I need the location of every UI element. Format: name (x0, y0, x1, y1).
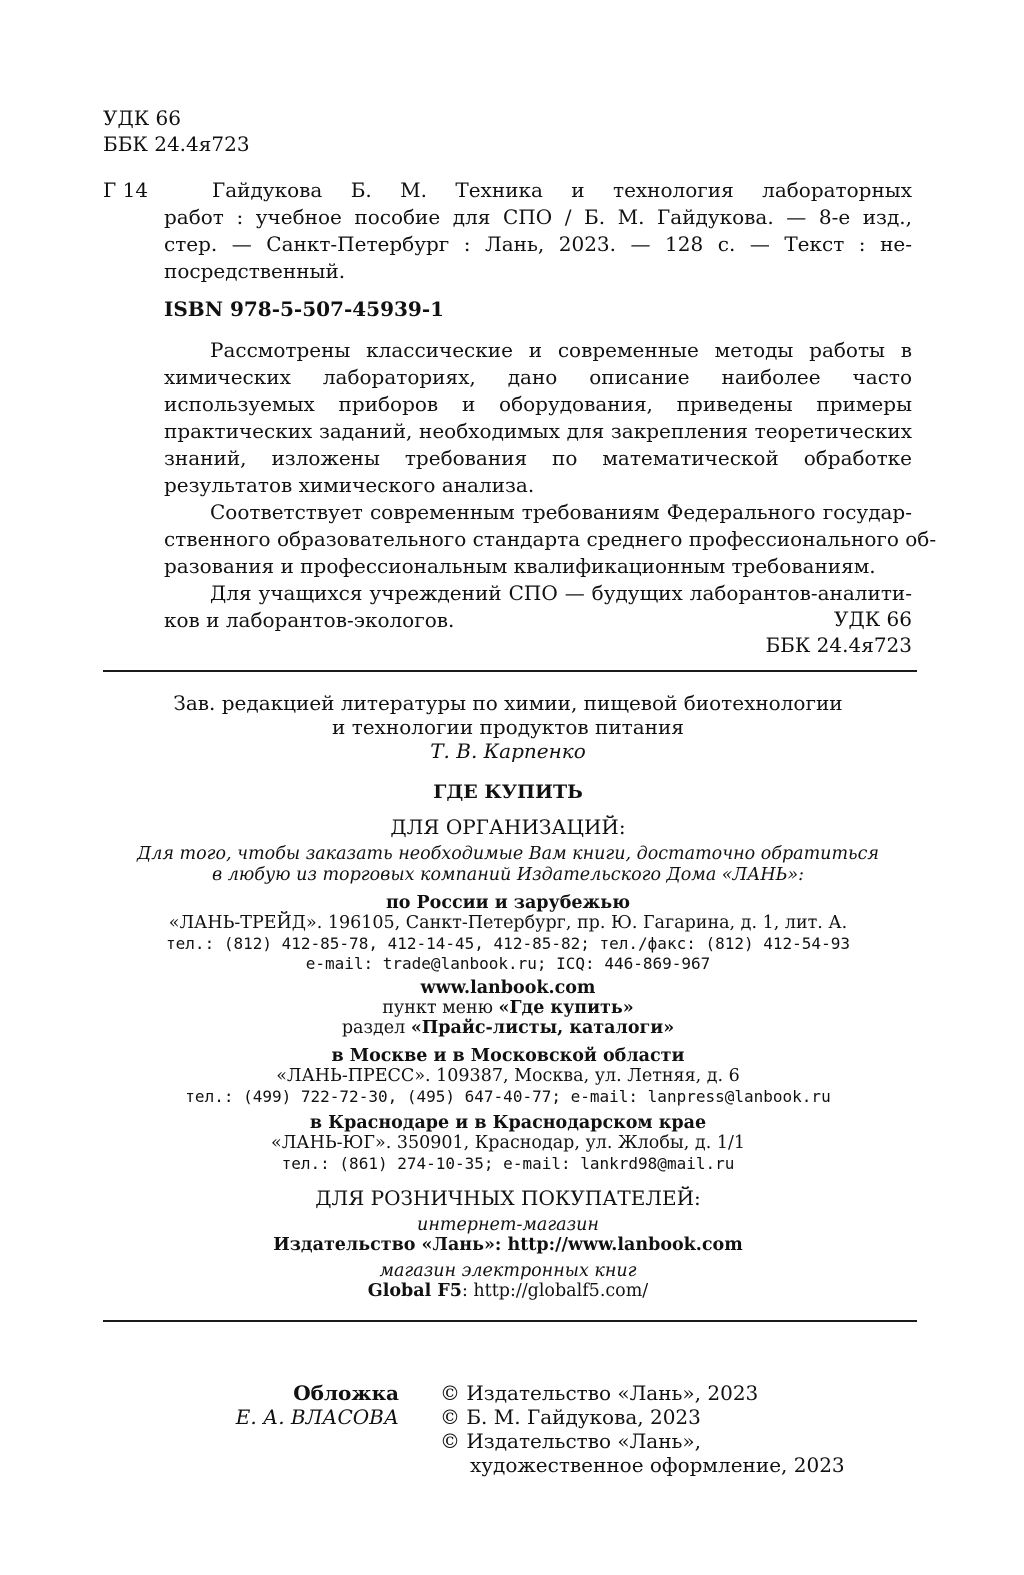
udk-code-right: УДК 66 (834, 607, 912, 631)
copyright-publisher: © Издательство «Лань», 2023 (440, 1381, 759, 1405)
bibliographic-entry (164, 204, 912, 285)
editor-name: Т. В. Карпенко (430, 739, 586, 763)
abstract-line: Для учащихся учреждений СПО — будущих лаборантов-аналити- (210, 581, 912, 605)
abstract-line: Соответствует современным требованиям Федерального государ- (210, 500, 912, 524)
where-to-buy-title: ГДЕ КУПИТЬ (433, 781, 583, 803)
abstract (164, 337, 937, 634)
copyright-design: © Издательство «Лань», (440, 1429, 702, 1453)
bibliographic-line: Гайдукова Б. М. Техника и технология лабораторных (212, 178, 912, 202)
isbn: ISBN 978-5-507-45939-1 (164, 297, 445, 321)
ebook-url: : http://globalf5.com/ (461, 1281, 649, 1301)
abstract-line: используемых приборов и оборудования, приведены примеры (164, 392, 912, 416)
ebook-store (0, 1280, 1020, 1303)
abstract-line: разования и профессиональным квалификационным требованиям. (164, 554, 876, 578)
abstract-line: ков и лаборантов-экологов. (164, 608, 455, 632)
cover-label: Обложка (293, 1381, 399, 1405)
ebook-name: Global F5 (367, 1281, 462, 1301)
russia-address: «ЛАНЬ-ТРЕЙД». 196105, Санкт-Петербург, пр. Ю. Гагарина, д. 1, лит. А. (168, 913, 848, 933)
ebook-label: магазин электронных книг (379, 1261, 637, 1281)
krasnodar-address: «ЛАНЬ-ЮГ». 350901, Краснодар, ул. Жлобы, д. 1/1 (271, 1133, 745, 1153)
editorial-line-2: и технологии продуктов питания (332, 715, 684, 739)
menu-prefix: пункт меню (382, 998, 499, 1018)
abstract-line: Рассмотрены классические и современные методы работы в (210, 338, 912, 362)
organizations-note-2: в любую из торговых компаний Издательского Дома «ЛАНЬ»: (211, 865, 805, 885)
organizations-heading: ДЛЯ ОРГАНИЗАЦИЙ: (390, 815, 626, 839)
russia-phones: тел.: (812) 412-85-78, 412-14-45, 412-85-82; тел./факс: (812) 412-54-93 (166, 934, 850, 953)
copyright-author: © Б. М. Гайдукова, 2023 (440, 1405, 701, 1429)
bibliographic-line: стер. — Санкт-Петербург : Лань, 2023. — 128 с. — Текст : не- (164, 232, 912, 256)
retail-heading: ДЛЯ РОЗНИЧНЫХ ПОКУПАТЕЛЕЙ: (315, 1186, 701, 1210)
divider-bottom (103, 1320, 917, 1322)
bibliographic-entry-first (212, 177, 912, 204)
krasnodar-contacts: тел.: (861) 274-10-35; e-mail: lankrd98@mail.ru (281, 1154, 735, 1173)
bbk-code-right: ББК 24.4я723 (765, 633, 912, 657)
website: www.lanbook.com (420, 978, 596, 998)
bibliographic-line: работ : учебное пособие для СПО / Б. М. Гайдукова. — 8-е изд., (164, 205, 912, 229)
russia-email: e-mail: trade@lanbook.ru; ICQ: 446-869-967 (305, 954, 711, 973)
abstract-line: практических заданий, необходимых для закрепления теоретических (164, 419, 912, 443)
abstract-line: знаний, изложены требования по математической обработке (164, 446, 912, 470)
menu-value: «Где купить» (498, 998, 634, 1018)
krasnodar-heading: в Краснодаре и в Краснодарском крае (309, 1113, 707, 1133)
moscow-address: «ЛАНЬ-ПРЕСС». 109387, Москва, ул. Летняя, д. 6 (276, 1066, 740, 1086)
website-section (0, 1017, 1020, 1040)
organizations-note-1: Для того, чтобы заказать необходимые Вам книги, достаточно обратиться (137, 844, 879, 864)
copyright-design-cont: художественное оформление, 2023 (470, 1453, 845, 1477)
author-mark: Г 14 (103, 178, 149, 202)
moscow-heading: в Москве и в Московской области (331, 1046, 685, 1066)
abstract-line: результатов химического анализа. (164, 473, 535, 497)
section-prefix: раздел (341, 1018, 411, 1038)
divider-top (103, 670, 917, 672)
bibliographic-line: посредственный. (164, 259, 346, 283)
cover-artist: Е. А. ВЛАСОВА (235, 1405, 399, 1429)
shop-value: Издательство «Лань»: http://www.lanbook.com (273, 1235, 743, 1255)
russia-heading: по России и зарубежью (385, 893, 631, 913)
udk-code: УДК 66 (103, 106, 181, 130)
moscow-contacts: тел.: (499) 722-72-30, (495) 647-40-77; e-mail: lanpress@lanbook.ru (185, 1087, 831, 1106)
abstract-line: ственного образовательного стандарта среднего профессионального об- (164, 527, 937, 551)
bbk-code: ББК 24.4я723 (103, 132, 250, 156)
abstract-line: химических лабораториях, дано описание наиболее часто (164, 365, 912, 389)
shop-label: интернет-магазин (417, 1215, 599, 1235)
section-value: «Прайс-листы, каталоги» (410, 1018, 675, 1038)
editorial-line-1: Зав. редакцией литературы по химии, пищевой биотехнологии (173, 691, 843, 715)
